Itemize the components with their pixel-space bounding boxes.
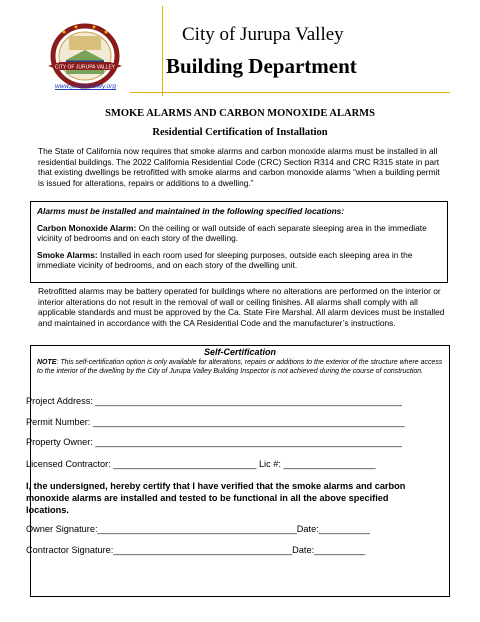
co-alarm-text: On the ceiling or wall outside of each separate sleeping area in the immediate vicinity of bedrooms and on each story of the dwelling. <box>37 222 427 243</box>
self-certification-note <box>37 358 443 376</box>
self-certification-box <box>30 345 450 597</box>
department-name: Building Department <box>166 54 357 78</box>
note-label: NOTE <box>37 359 57 366</box>
licensed-contractor-field[interactable]: Licensed Contractor: ____________________________ Lic #: __________________ <box>26 459 376 469</box>
permit-number-field[interactable]: Permit Number: _____________________________________________________________ <box>26 417 405 427</box>
certification-statement: I, the undersigned, hereby certify that I have verified that the smoke alarms and carbon monoxide alarms are installed and tested to be functional in all the above specified locations. <box>26 481 406 515</box>
svg-text:CITY OF JURUPA VALLEY: CITY OF JURUPA VALLEY <box>54 64 116 71</box>
self-certification-title: Self-Certification <box>203 347 276 357</box>
header-divider-vertical <box>162 6 163 96</box>
locations-heading: Alarms must be installed and maintained in the following specified locations: <box>37 206 345 216</box>
document-subtitle: Residential Certification of Installation <box>152 127 328 138</box>
smoke-alarm-location <box>37 250 441 271</box>
note-text: : This self-certification option is only available for alterations, repairs or additions to the exterior of the structure where access to the interior of the dwelling by the City of Jurupa Valley Building Inspector is not achieved during the course of construction. <box>37 359 443 375</box>
website-link[interactable]: www.jurupavalley.org <box>55 83 116 90</box>
retrofit-paragraph: Retrofitted alarms may be battery operated for buildings where no alterations are performed on the interior or interior alterations do not result in the removal of wall or ceiling finishes. All alarms shall comply with all applicable standards and must be approved by the Ca. State Fire Marshal. All alarm devices must be installed and maintained in accordance with the CA Residential Code and the manufacturer’s instructions. <box>38 286 445 328</box>
locations-box <box>30 201 448 283</box>
co-alarm-location <box>37 223 441 244</box>
co-alarm-label: Carbon Monoxide Alarm: <box>37 222 137 233</box>
intro-paragraph: The State of California now requires that smoke alarms and carbon monoxide alarms must be installed in all residential buildings. The 2022 California Residential Code (CRC) Section R314 and CRC R315 state in part that existing dwellings be retrofitted with smoke alarms and carbon monoxide alarms “when a building permit is issued for alterations, repairs or additions to a dwelling.” <box>38 146 440 188</box>
smoke-alarm-label: Smoke Alarms: <box>37 249 98 260</box>
owner-signature-field[interactable]: Owner Signature:_______________________________________Date:__________ <box>26 524 370 534</box>
header-divider-horizontal <box>130 92 450 93</box>
city-name: City of Jurupa Valley <box>182 24 344 45</box>
property-owner-field[interactable]: Property Owner: ____________________________________________________________ <box>26 437 403 447</box>
document-title: SMOKE ALARMS AND CARBON MONOXIDE ALARMS <box>105 108 375 119</box>
city-seal-logo <box>44 22 126 92</box>
smoke-alarm-text: Installed in each room used for sleeping purposes, outside each sleeping area in the immediate vicinity of bedrooms, and on each story of the dwelling unit. <box>37 249 413 270</box>
contractor-signature-field[interactable]: Contractor Signature:___________________________________Date:__________ <box>26 545 366 555</box>
project-address-field[interactable]: Project Address: ____________________________________________________________ <box>26 396 403 406</box>
